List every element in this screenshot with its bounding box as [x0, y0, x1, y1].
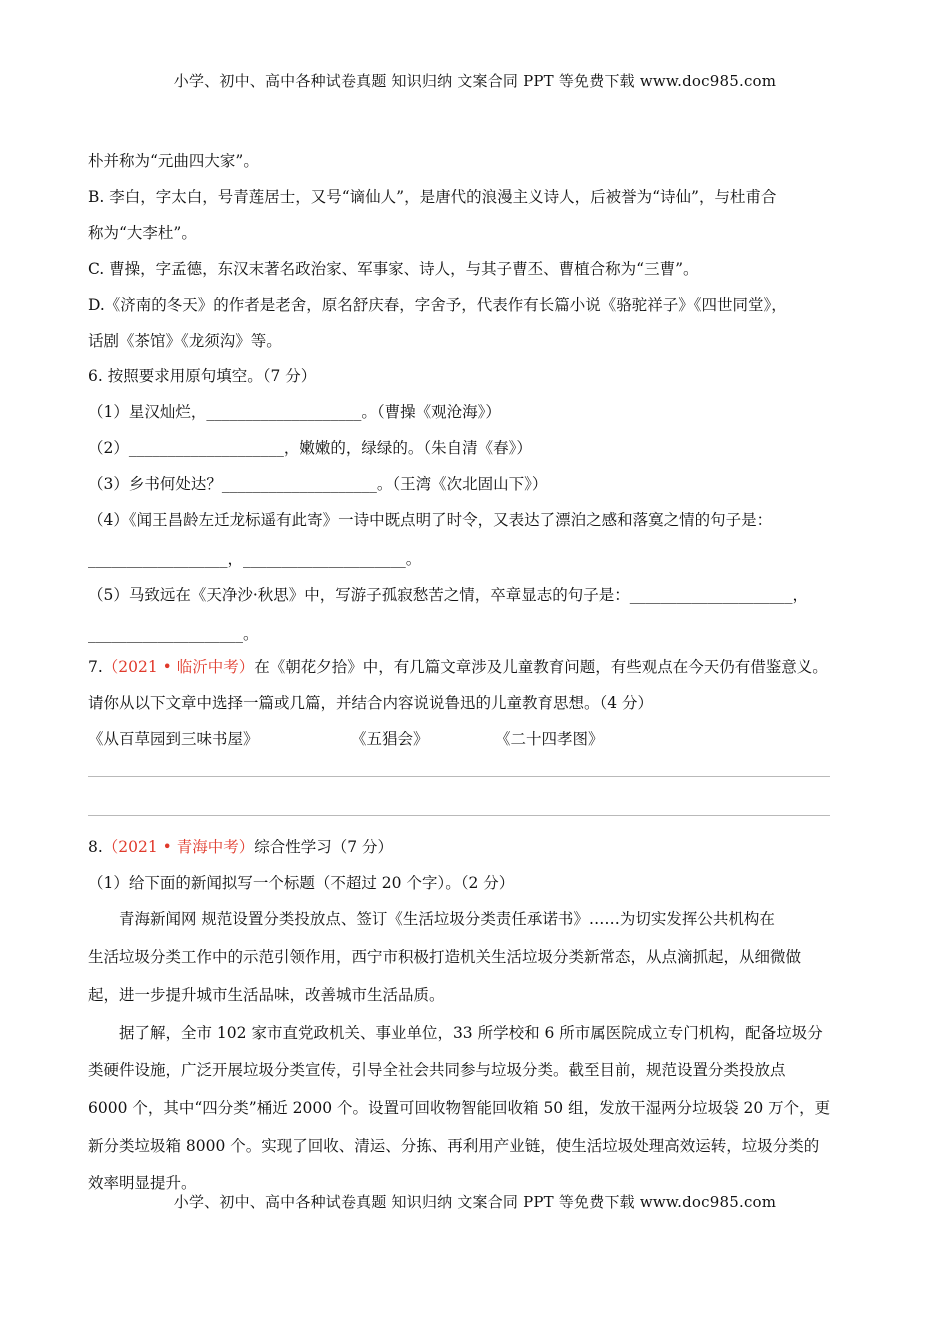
q7-number: 7.	[88, 658, 103, 676]
q6-item-1: （1）星汉灿烂，____________________。（曹操《观沧海》）	[88, 403, 501, 421]
q8-sub-1: （1）给下面的新闻拟写一个标题（不超过 20 个字）。（2 分）	[88, 874, 515, 892]
q7-line1	[88, 655, 828, 677]
q6-item-2: （2）____________________，嫩嫩的，绿绿的。（朱自清《春》）	[88, 439, 532, 457]
q8-title-line	[88, 835, 393, 857]
q8-news-p1-line1: 青海新闻网 规范设置分类投放点、签订《生活垃圾分类责任承诺书》……为切实发挥公共机构在	[119, 910, 775, 928]
q8-news-p1-line2: 生活垃圾分类工作中的示范引领作用，西宁市积极打造机关生活垃圾分类新常态，从点滴抓起，从细微做	[88, 948, 802, 966]
q8-news-p2-line5: 效率明显提升。	[88, 1174, 197, 1192]
q5-option-c: C. 曹操，字孟德，东汉末著名政治家、军事家、诗人，与其子曹丕、曹植合称为“三曹”。	[88, 260, 699, 278]
q6-item-4: （4）《闻王昌龄左迁龙标遥有此寄》一诗中既点明了时令，又表达了漂泊之感和落寞之情的句子是：	[88, 511, 773, 529]
q5-option-a-tail: 朴并称为“元曲四大家”。	[88, 152, 259, 170]
q8-title: 综合性学习（7 分）	[254, 838, 394, 856]
q7-option-2: 《五猖会》	[351, 730, 429, 748]
q7-answer-line-1[interactable]	[88, 776, 830, 777]
q7-option-1: 《从百草园到三味书屋》	[88, 730, 259, 748]
q6-item-5-blank: ____________________。	[88, 625, 259, 643]
q7-line2: 请你从以下文章中选择一篇或几篇，并结合内容说说鲁迅的儿童教育思想。（4 分）	[88, 694, 654, 712]
q5-option-b-line2: 称为“大李杜”。	[88, 224, 197, 242]
q7-option-3: 《二十四孝图》	[495, 730, 604, 748]
page-footer: 小学、初中、高中各种试卷真题 知识归纳 文案合同 PPT 等免费下载 www.doc985.com	[173, 1193, 777, 1211]
q8-news-p2-line3: 6000 个，其中“四分类”桶近 2000 个。设置可回收物智能回收箱 50 组，发放干湿两分垃圾袋 20 万个，更	[88, 1099, 831, 1117]
q8-news-p2-line2: 类硬件设施，广泛开展垃圾分类宣传，引导全社会共同参与垃圾分类。截至目前，规范设置分类投放点	[88, 1061, 786, 1079]
q8-news-p2-line4: 新分类垃圾箱 8000 个。实现了回收、清运、分拣、再利用产业链，使生活垃圾处理高效运转，垃圾分类的	[88, 1137, 820, 1155]
q8-news-p1-line3: 起，进一步提升城市生活品味，改善城市生活品质。	[88, 986, 445, 1004]
q6-item-5: （5）马致远在《天净沙·秋思》中，写游子孤寂愁苦之情，卒章显志的句子是：_____________________，	[88, 586, 809, 604]
q8-source: （2021 • 青海中考）	[102, 838, 255, 856]
q5-option-b-line1: B. 李白，字太白，号青莲居士，又号“谪仙人”，是唐代的浪漫主义诗人，后被誉为“诗仙”，与杜甫合	[88, 188, 777, 206]
q5-option-d-line1: D.《济南的冬天》的作者是老舍，原名舒庆春，字舍予，代表作有长篇小说《骆驼祥子》《四世同堂》，	[88, 296, 787, 314]
q7-source: （2021 • 临沂中考）	[102, 658, 255, 676]
q5-option-d-line2: 话剧《茶馆》《龙须沟》等。	[88, 332, 282, 350]
q7-answer-line-2[interactable]	[88, 815, 830, 816]
q8-news-p2-line1: 据了解，全市 102 家市直党政机关、事业单位，33 所学校和 6 所市属医院成立专门机构，配备垃圾分	[119, 1024, 823, 1042]
q6-item-3: （3）乡书何处达？____________________。（王湾《次北固山下》）	[88, 475, 548, 493]
q8-number: 8.	[88, 838, 103, 856]
q6-title: 6. 按照要求用原句填空。（7 分）	[88, 367, 317, 385]
page-header: 小学、初中、高中各种试卷真题 知识归纳 文案合同 PPT 等免费下载 www.doc985.com	[173, 72, 777, 90]
q7-text-1: 在《朝花夕拾》中，有几篇文章涉及儿童教育问题，有些观点在今天仍有借鉴意义。	[254, 658, 828, 676]
q6-item-4-blanks: __________________，_____________________。	[88, 550, 422, 568]
